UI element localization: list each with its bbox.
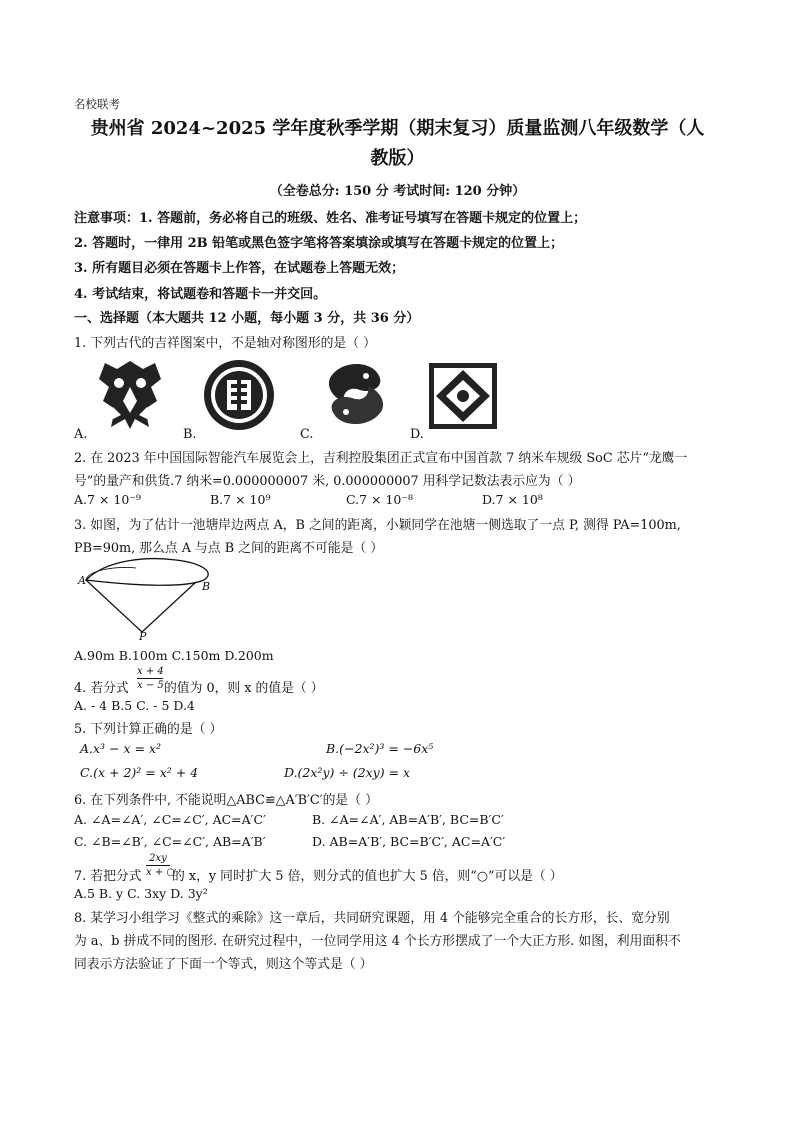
pattern-a-image [95,357,165,433]
q1-option-d: D. [410,427,424,442]
q2-option-b: B.7 × 10⁹ [210,492,271,507]
pond-label-b: B [202,580,211,593]
pond-figure [76,552,226,642]
note-2: 2. 答题时，一律用 2B 铅笔或黑色签字笔将答案填涂或填写在答题卡规定的位置上； [74,236,564,251]
q6-option-c: C. ∠B=∠B′, ∠C=∠C′, AB=A′B′ [74,834,266,849]
q7-options: A.5 B. y C. 3xy D. 3y² [74,886,208,901]
q7-prefix: 7. 若把分式 [74,869,142,884]
section-heading: 一、选择题（本大题共 12 小题，每小题 3 分，共 36 分） [74,311,420,326]
pattern-d-image [428,362,498,430]
q4-fraction-den: x − 5 [137,680,164,691]
q3-line2: PB=90m, 那么点 A 与点 B 之间的距离不可能是（ ） [74,541,384,556]
q5-option-c: C.(x + 2)² = x² + 4 [80,765,199,780]
q8-line3: 同表示方法验证了下面一个等式，则这个等式是（ ） [74,957,373,972]
q4-suffix: 的值为 0，则 x 的值是（ ） [164,681,324,696]
q4-prefix: 4. 若分式 [74,681,129,696]
pattern-c-image [320,358,392,430]
q6-option-b: B. ∠A=∠A′, AB=A′B′, BC=B′C′ [312,812,504,827]
q4-fraction-num: x + 4 [137,666,164,677]
q5-option-b: B.(−2x²)³ = −6x⁵ [326,741,434,756]
q2-line1: 2. 在 2023 年中国国际智能汽车展览会上，吉利控股集团正式宣布中国首款 7 纳米车规级 SoC 芯片“龙鹰一 [74,451,688,466]
q6-stem: 6. 在下列条件中, 不能说明△ABC≌△A′B′C′的是（ ） [74,793,378,808]
note-1: 注意事项：1. 答题前，务必将自己的班级、姓名、准考证号填写在答题卡规定的位置上； [74,211,587,226]
q4-options: A. - 4 B.5 C. - 5 D.4 [74,698,195,713]
exam-title-line2: 教版） [370,148,425,169]
q5-option-a: A.x³ − x = x² [80,741,162,756]
q2-option-d: D.7 × 10⁸ [482,492,543,507]
q3-line1: 3. 如图，为了估计一池塘岸边两点 A，B 之间的距离，小颖同学在池塘一侧选取了一点 P, 测得 PA=100m, [74,518,681,533]
q1-option-b: B. [183,427,197,442]
pattern-b-image [202,358,276,432]
q7-fraction-den: x + ○ [146,867,176,878]
q5-option-d: D.(2x²y) ÷ (2xy) = x [284,765,411,780]
note-3: 3. 所有题目必须在答题卡上作答，在试题卷上答题无效； [74,261,405,276]
q1-stem: 1. 下列古代的吉祥图案中，不是轴对称图形的是（ ） [74,336,376,351]
q2-line2: 号”的量产和供货.7 纳米=0.000000007 米, 0.000000007 用科学记数法表示应为（ ） [74,474,581,489]
exam-tag: 名校联考 [74,97,120,111]
exam-subtitle: （全卷总分: 150 分 考试时间: 120 分钟） [269,184,526,199]
q7-fraction-num: 2xy [146,853,170,866]
q5-stem: 5. 下列计算正确的是（ ） [74,722,223,737]
q2-option-a: A.7 × 10⁻⁹ [74,492,141,507]
q6-option-d: D. AB=A′B′, BC=B′C′, AC=A′C′ [312,834,506,849]
pond-label-a: A [78,574,86,587]
note-4: 4. 考试结束，将试题卷和答题卡一并交回。 [74,287,327,302]
q8-line2: 为 a、b 拼成不同的图形. 在研究过程中，一位同学用这 4 个长方形摆成了一个大正方形. 如图，利用面积不 [74,934,681,949]
q2-option-c: C.7 × 10⁻⁸ [346,492,413,507]
q6-option-a: A. ∠A=∠A′, ∠C=∠C′, AC=A′C′ [74,812,266,827]
q1-option-c: C. [300,427,314,442]
q1-option-a: A. [74,427,88,442]
pond-label-p: P [139,630,147,643]
exam-title-line1: 贵州省 2024~2025 学年度秋季学期（期末复习）质量监测八年级数学（人 [90,118,705,139]
q7-suffix: 的 x，y 同时扩大 5 倍，则分式的值也扩大 5 倍，则“○”可以是（ ） [172,869,563,884]
q3-options: A.90m B.100m C.150m D.200m [74,648,274,663]
q8-line1: 8. 某学习小组学习《整式的乘除》这一章后，共同研究课题，用 4 个能够完全重合的长方形，长、宽分别 [74,911,670,926]
